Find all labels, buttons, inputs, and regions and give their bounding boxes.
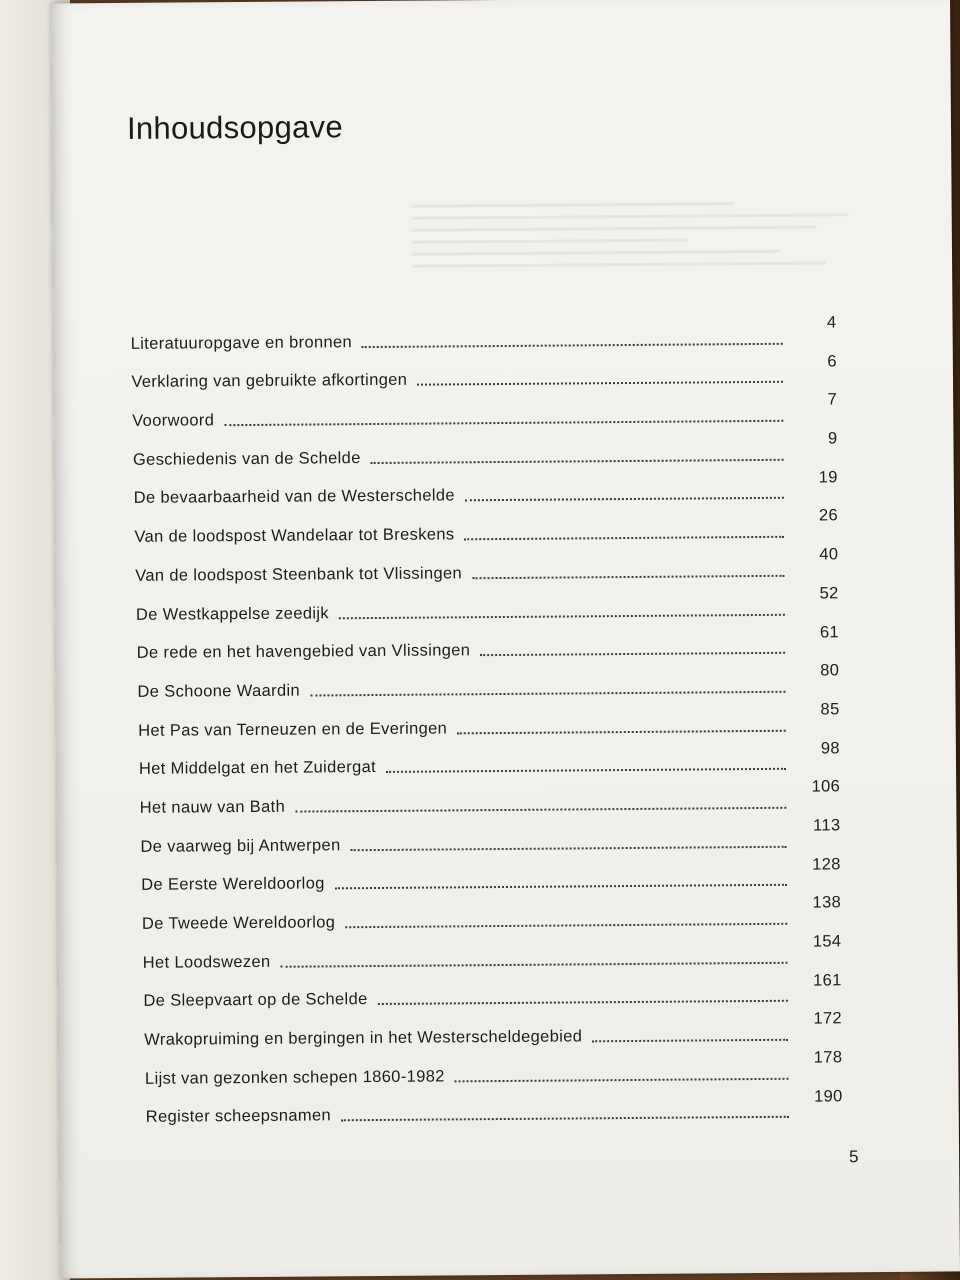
- toc-entry-title: Het nauw van Bath: [139, 797, 286, 817]
- dot-leader: [310, 691, 785, 697]
- toc-entry-page: 61: [819, 622, 840, 642]
- toc-entry: [133, 466, 837, 510]
- toc-entry: [130, 311, 836, 355]
- toc-entry-title: Literatuuropgave en bronnen: [130, 332, 353, 353]
- toc-entry-title: Het Pas van Terneuzen en de Everingen: [138, 719, 448, 740]
- toc-entry-page: 4: [826, 313, 837, 332]
- toc-entry-title: De Schoone Waardin: [137, 681, 301, 701]
- toc-entry-title: Lijst van gezonken schepen 1860-1982: [144, 1067, 445, 1088]
- toc-entry: [137, 660, 839, 704]
- dot-leader: [386, 768, 786, 773]
- toc-entry-title: De Tweede Wereldoorlog: [141, 913, 336, 933]
- toc-entry-title: Verklaring van gebruikte afkortingen: [131, 371, 408, 392]
- toc-entry: [140, 814, 840, 858]
- dot-leader: [345, 923, 787, 928]
- dot-leader: [378, 1000, 788, 1005]
- toc-entry: [143, 930, 842, 974]
- toc-entry-page: 138: [812, 893, 842, 912]
- toc-entry-page: 172: [813, 1009, 843, 1028]
- dot-leader: [339, 613, 785, 619]
- toc-entry: [144, 1008, 842, 1052]
- dot-leader: [457, 729, 786, 734]
- dot-leader: [224, 420, 783, 426]
- toc-entry: [138, 698, 840, 742]
- toc-entry-title: De Sleepvaart op de Schelde: [143, 990, 368, 1011]
- toc-entry-title: Register scheepsnamen: [145, 1106, 332, 1127]
- toc-entry: [139, 737, 840, 781]
- toc-entry: [132, 389, 837, 433]
- dot-leader: [480, 652, 785, 656]
- dot-leader: [417, 381, 783, 386]
- toc-entry-title: Van de loodspost Steenbank tot Vlissingen: [135, 564, 463, 585]
- toc-entry-page: 85: [820, 700, 840, 719]
- toc-entry-page: 106: [811, 777, 841, 796]
- toc-entry-title: Geschiedenis van de Schelde: [132, 448, 361, 469]
- toc-entry-title: De vaarweg bij Antwerpen: [140, 835, 341, 856]
- toc-entry-title: De bevaarbaarheid van de Westerschelde: [133, 486, 455, 508]
- toc-entry: [146, 1085, 843, 1129]
- toc-entry-page: 40: [819, 545, 839, 564]
- toc-entry-page: 6: [827, 352, 837, 371]
- dot-leader: [362, 342, 783, 347]
- toc-entry: [135, 543, 839, 587]
- toc-entry-title: Wrakopruiming en bergingen in het Westerscheldegebied: [144, 1027, 583, 1049]
- toc-entry: [141, 853, 841, 897]
- dot-leader: [465, 497, 784, 502]
- toc-entry-page: 80: [820, 661, 840, 680]
- dot-leader: [464, 536, 784, 541]
- dot-leader: [371, 459, 784, 464]
- toc-entry-page: 178: [813, 1048, 843, 1067]
- dot-leader: [281, 961, 788, 967]
- toc-entry: [134, 505, 838, 549]
- toc-entry-title: Van de loodspost Wandelaar tot Breskens: [134, 525, 455, 547]
- toc-entry: [137, 621, 840, 665]
- toc-entry: [142, 892, 842, 936]
- toc-entry-page: 19: [818, 468, 838, 487]
- toc-entry-title: De Eerste Wereldoorlog: [141, 874, 325, 895]
- toc-entry-page: 161: [813, 971, 842, 990]
- toc-entry: [136, 582, 839, 626]
- toc-entry-page: 113: [813, 816, 841, 835]
- toc-entry-title: De rede en het havengebied van Vlissingen: [136, 641, 471, 663]
- page-number: 5: [849, 1147, 859, 1167]
- toc-entry-page: 190: [813, 1087, 843, 1106]
- toc-entry-title: Voorwoord: [132, 411, 215, 430]
- dot-leader: [592, 1039, 788, 1043]
- toc-entry: [131, 350, 837, 394]
- toc-entry: [133, 427, 838, 471]
- toc-entry-page: 52: [819, 584, 839, 603]
- dot-leader: [335, 884, 787, 890]
- page-title: Inhoudsopgave: [126, 109, 344, 146]
- toc-entry: [143, 969, 842, 1013]
- toc-entry-page: 98: [820, 738, 840, 758]
- toc-entry-title: Het Loodswezen: [142, 952, 271, 972]
- toc-entry-page: 9: [827, 429, 838, 448]
- dot-leader: [295, 807, 786, 813]
- show-through-text: [412, 192, 873, 316]
- book-page: [50, 0, 960, 1278]
- toc-entry-page: 7: [827, 390, 838, 409]
- toc-entry-page: 154: [812, 932, 842, 951]
- dot-leader: [472, 575, 784, 579]
- dot-leader: [455, 1078, 789, 1083]
- toc-entry-title: De Westkappelse zeedijk: [135, 603, 330, 624]
- table-of-contents: [130, 311, 842, 1129]
- toc-entry: [140, 776, 841, 820]
- toc-entry-title: Het Middelgat en het Zuidergat: [138, 758, 377, 779]
- toc-entry: [145, 1046, 843, 1090]
- toc-entry-page: 128: [812, 854, 841, 874]
- dot-leader: [351, 845, 787, 850]
- dot-leader: [341, 1116, 789, 1122]
- toc-entry-page: 26: [818, 506, 839, 525]
